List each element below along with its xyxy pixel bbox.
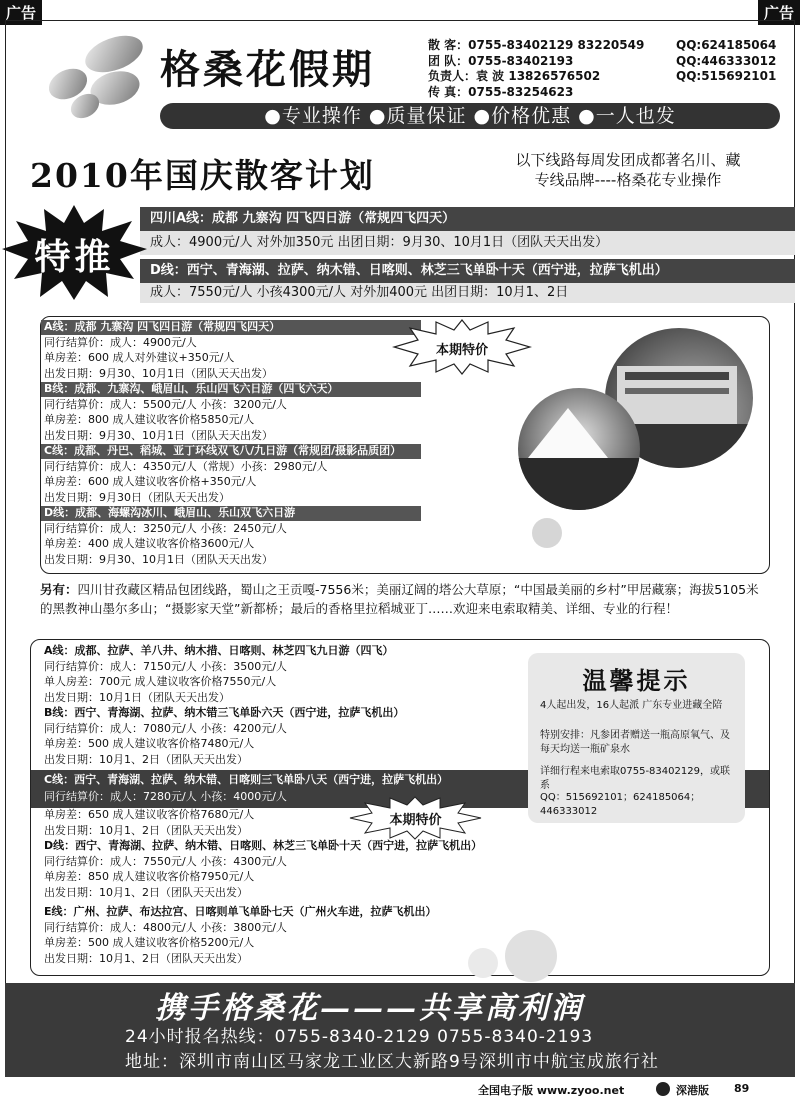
route-line: 同行结算价：成人：4800元/人 小孩：3800元/人 (44, 920, 287, 934)
decor-circle (468, 948, 498, 978)
footer-address: 地址：深圳市南山区马家龙工业区大新路9号深圳市中航宝成旅行社 (125, 1052, 659, 1072)
route-title: D线：西宁、青海湖、拉萨、纳木错、日喀则、林芝三飞单卧十天（西宁进，拉萨飞机出） (44, 839, 483, 852)
route-title: A线：成都 九寨沟 四飞四日游（常规四飞四天） (44, 320, 281, 333)
other-routes-text (40, 580, 770, 618)
route-line: 同行结算价：成人：4350元/人（常规）小孩：2980元/人 (44, 459, 328, 473)
contact-line: 团 队：0755-83402193 (428, 53, 574, 68)
footer-slogan: 携手格桑花———共享高利润 (155, 991, 584, 1026)
route-line: 单房差：600 成人对外建议+350元/人 (44, 351, 235, 364)
route-line: 出发日期：9月30、10月1日（团队天天出发） (44, 366, 273, 380)
route-title: A线：成都、拉萨、羊八井、纳木措、日喀则、林芝四飞九日游（四飞） (44, 644, 394, 657)
page-subtitle (478, 150, 778, 190)
route-line: 出发日期：10月1、2日（团队天天出发） (44, 951, 248, 965)
featured-badge (2, 205, 147, 300)
featured-route-d-name: D线：西宁、青海湖、拉萨、纳木错、日喀则、林芝三飞单卧十天（西宁进，拉萨飞机出） (140, 259, 795, 283)
route-line: 出发日期：10月1、2日（团队天天出发） (44, 823, 248, 837)
route-line: 单房差：400 成人建议收客价格3600元/人 (44, 537, 255, 550)
warm-tip-text: 4人起出发，16人起派 广东专业进藏全陪 (540, 700, 723, 711)
warm-tip-text: 特别安排：凡参团者赠送一瓶高原氧气、及每天均送一瓶矿泉水 (540, 730, 730, 755)
route-line: 出发日期：10月1日（团队天天出发） (44, 690, 230, 704)
special-price-label: 本期特价 (435, 343, 488, 358)
other-body: 四川甘孜藏区精品包团线路，蜀山之王贡嘎-7556米；美丽辽阔的塔公大草原；“中国最美丽的乡村”甲居藏寨；海拔5105米的黑教神山墨尔多山；“摄影家天堂”新都桥；最后的香格里拉稻城亚丁……欢迎来电索取精美、详细、专业的行程！ (40, 582, 759, 616)
edition-icon (656, 1082, 670, 1096)
special-price-label: 本期特价 (389, 813, 442, 828)
route-line: 单房差：800 成人建议收客价格5850元/人 (44, 413, 255, 426)
featured-route-d-detail: 成人：7550元/人 小孩4300元/人 对外加400元 出团日期：10月1、2日 (140, 283, 795, 303)
special-price-badge (348, 795, 483, 841)
footer-hotline: 24小时报名热线：0755-8340-2129 0755-8340-2193 (125, 1027, 594, 1047)
subtitle-line: 专线品牌----格桑花专业操作 (534, 171, 722, 189)
featured-route-a-detail: 成人：4900元/人 对外加350元 出团日期：9月30、10月1日（团队天天出发） (140, 231, 795, 255)
brand-name: 格桑花假期 (160, 47, 375, 93)
warm-tip-title: 温馨提示 (582, 667, 691, 695)
route-line: 单房差：650 成人建议收客价格7680元/人 (44, 808, 255, 821)
route-title: E线：广州、拉萨、布达拉宫、日喀则单飞单卧七天（广州火车进，拉萨飞机出） (44, 905, 437, 918)
route-line: 同行结算价：成人：7550元/人 小孩：4300元/人 (44, 854, 287, 868)
route-line: 同行结算价：成人：7080元/人 小孩：4200元/人 (44, 721, 287, 735)
route-title: D线：成都、海螺沟冰川、峨眉山、乐山双飞六日游 (44, 506, 296, 519)
contact-line: 传 真：0755-83254623 (428, 84, 574, 99)
slogan-bar: ●专业操作 ●质量保证 ●价格优惠 ●一人也发 (160, 103, 780, 129)
page-site: 全国电子版 www.zyoo.net (478, 1084, 625, 1097)
warm-tip-text: QQ：515692101；624185064；446333012 (540, 792, 701, 817)
contact-line: 散 客：0755-83402129 83220549 (428, 38, 645, 52)
route-line: 单人房差：700元 成人建议收客价格7550元/人 (44, 675, 277, 688)
ad-tag-left: 广告 (0, 0, 42, 25)
route-title: B线：成都、九寨沟、峨眉山、乐山四飞六日游（四飞六天） (44, 382, 339, 395)
subtitle-line: 以下线路每周发团成都著名川、藏 (515, 151, 741, 169)
qq-line: QQ:446333012 (676, 53, 777, 68)
qq-line: QQ:624185064 (676, 38, 777, 52)
featured-badge-label: 特推 (34, 236, 115, 278)
featured-route-a-name: 四川A线：成都 九寨沟 四飞四日游（常规四飞四天） (140, 207, 795, 231)
warm-tip-text: 详细行程来电索取0755-83402129，或联系 (540, 766, 730, 791)
route-line: 同行结算价：成人：3250元/人 小孩：2450元/人 (44, 521, 287, 535)
route-line: 同行结算价：成人：4900元/人 (44, 335, 197, 349)
page-number: 89 (734, 1082, 750, 1095)
route-line: 出发日期：9月30、10月1日（团队天天出发） (44, 428, 273, 442)
contact-line: 负责人：袁 波 13826576502 (428, 69, 601, 83)
special-price-badge (392, 318, 532, 376)
page-title: 2010年国庆散客计划 (30, 156, 375, 195)
decor-circle (505, 930, 557, 982)
route-line: 单房差：600 成人建议收客价格+350元/人 (44, 475, 257, 488)
page-edition: 深港版 (676, 1084, 709, 1097)
warm-tip-panel (528, 653, 745, 823)
route-line: 出发日期：10月1、2日（团队天天出发） (44, 752, 248, 766)
route-line: 同行结算价：成人：5500元/人 小孩：3200元/人 (44, 397, 287, 411)
ad-tag-right: 广告 (758, 0, 800, 25)
qq-line: QQ:515692101 (676, 69, 777, 83)
decor-circle (532, 518, 562, 548)
route-title: B线：西宁、青海湖、拉萨、纳木错三飞单卧六天（西宁进，拉萨飞机出） (44, 706, 405, 719)
route-line: 出发日期：10月1、2日（团队天天出发） (44, 885, 248, 899)
other-label: 另有： (40, 582, 78, 597)
route-line: 同行结算价：成人：7280元/人 小孩：4000元/人 (44, 790, 287, 803)
flower-logo-icon (40, 30, 150, 120)
route-line: 出发日期：9月30日（团队天天出发） (44, 490, 230, 504)
route-line: 同行结算价：成人：7150元/人 小孩：3500元/人 (44, 659, 287, 673)
route-title: C线：成都、丹巴、稻城、亚丁环线双飞八/九日游（常规团/摄影品质团） (44, 444, 402, 457)
route-line: 单房差：500 成人建议收客价格7480元/人 (44, 737, 255, 750)
route-line: 单房差：500 成人建议收客价格5200元/人 (44, 936, 255, 949)
route-line: 单房差：850 成人建议收客价格7950元/人 (44, 870, 255, 883)
route-line: 出发日期：9月30、10月1日（团队天天出发） (44, 552, 273, 566)
footer-banner (5, 983, 795, 1077)
qq-info (676, 38, 776, 85)
route-title: C线：西宁、青海湖、拉萨、纳木错、日喀则三飞单卧八天（西宁进，拉萨飞机出） (44, 773, 449, 786)
contact-info (428, 38, 644, 100)
mountain-photo (518, 388, 640, 510)
